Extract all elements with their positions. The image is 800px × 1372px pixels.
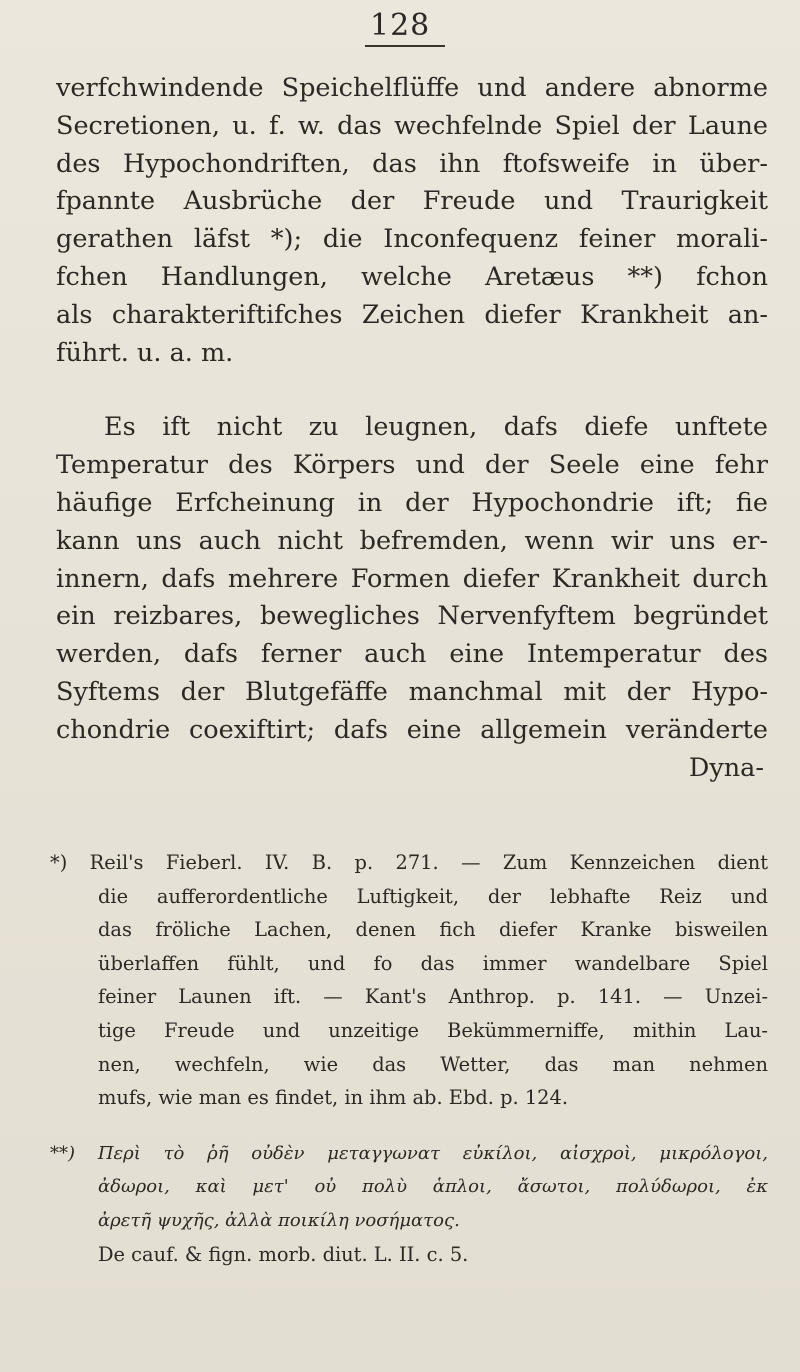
footnote-citation: De cauf. & fign. morb. diut. L. II. c. 5. [98,1242,469,1266]
footnote-marker: *) [50,851,68,874]
footnote-marker: **) [50,1142,76,1164]
footnote-greek-line: ἀρετῆ ψυχῆς, ἀλλὰ ποικίλη νοσήματος. [98,1209,460,1231]
text-line: Temperatur des Körpers und der Seele eine fehr [56,450,768,481]
header-rule [365,45,445,47]
paragraph-1 [56,70,768,372]
text-line: verfchwindende Speichelflüffe und andere abnorme [56,73,768,103]
text-line: Es ift nicht zu leugnen, dafs diefe unftete [104,412,768,443]
footnote-line: überlaffen fühlt, und fo das immer wandelbare Spiel [98,951,768,975]
text-line: kann uns auch nicht befremden, wenn wir uns er- [56,525,768,556]
main-text [56,70,768,787]
text-line: chondrie coexiftirt; dafs eine allgemein veränderte [56,714,768,745]
catchword: Dyna- [688,752,764,783]
footnote-text: Reil's Fieberl. IV. B. p. 271. — Zum Kennzeichen dient [89,851,768,874]
footnote-line: tige Freude und unzeitige Bekümmerniffe, mithin Lau- [98,1018,768,1042]
footnote-line [50,1137,768,1171]
footnote-line [50,846,768,880]
text-line: fchen Handlungen, welche Aretæus **) fchon [56,261,768,292]
footnote-line: die aufferordentliche Luftigkeit, der lebhafte Reiz und [98,884,768,908]
text-line: führt. u. a. m. [56,337,234,368]
footnote-line: feiner Launen ift. — Kant's Anthrop. p. 141. — Unzei- [98,985,768,1009]
text-line: ein reizbares, bewegliches Nervenfyftem begründet [56,601,768,632]
text-line: häufige Erfcheinung in der Hypochondrie ift; fie [56,487,768,518]
text-line: fpannte Ausbrüche der Freude und Traurigkeit [56,186,768,217]
text-line: innern, dafs mehrere Formen diefer Krankheit durch [56,563,768,594]
paragraph-2 [56,409,768,787]
footnotes [50,846,768,1271]
text-line: Secretionen, u. f. w. das wechfelnde Spiel der Laune [56,110,768,141]
text-line: werden, dafs ferner auch eine Intemperatur des [56,639,768,670]
text-line: Syftems der Blutgefäffe manchmal mit der Hypo- [56,676,768,707]
footnote-2 [50,1137,768,1271]
footnote-greek-line: ἀδωροι, καὶ μετ' οὐ πολὺ ἁπλοι, ἄσωτοι, πολύδωροι, ἐκ [98,1176,768,1198]
footnote-1 [50,846,768,1115]
footnote-line: nen, wechfeln, wie das Wetter, das man nehmen [98,1052,768,1076]
text-line: gerathen läfst *); die Inconfequenz feiner morali- [56,224,768,255]
text-line: als charakteriftifches Zeichen diefer Krankheit an- [56,299,768,330]
text-line: des Hypochondriften, das ihn ftofsweife in über- [56,148,768,179]
footnote-line: das fröliche Lachen, denen fich diefer Kranke bisweilen [98,918,768,942]
footnote-line: mufs, wie man es findet, in ihm ab. Ebd. p. 124. [98,1086,569,1110]
footnote-greek-text: Περὶ τὸ ῥῆ οὐδὲν μεταγγωνατ εὐκίλοι, αἰσχροὶ, μικρόλογοι, [97,1142,768,1164]
page-number: 128 [370,8,431,43]
